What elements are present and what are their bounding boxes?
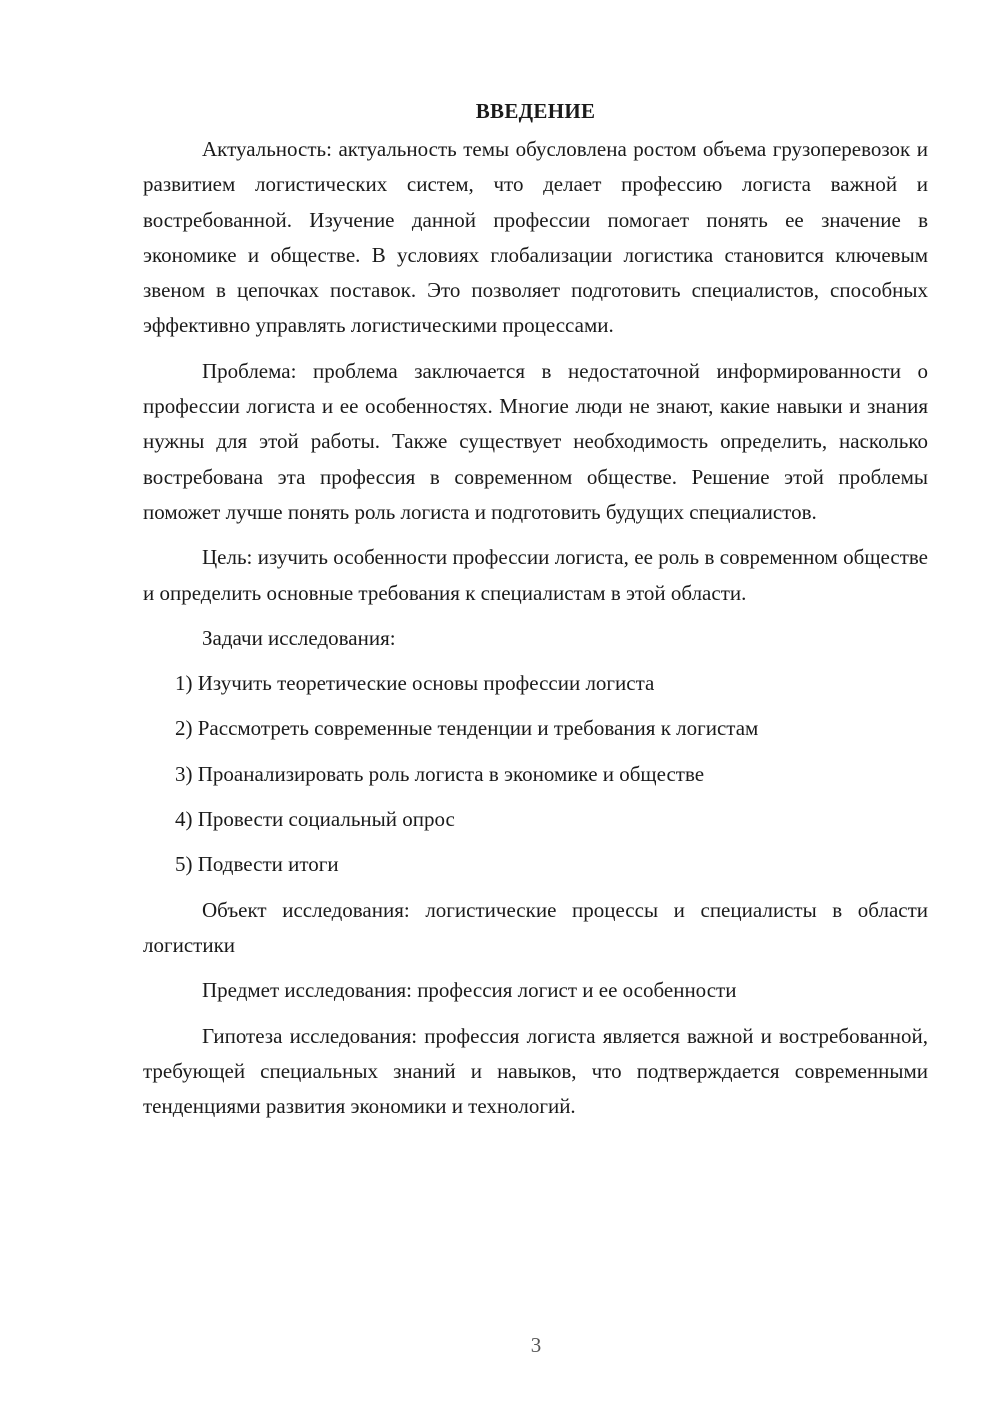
paragraph-relevance: Актуальность: актуальность темы обусловлена ростом объема грузоперевозок и развитием логистических систем, что делает профессию логиста важной и востребованной. Изучение данной профессии помогает понять ее значение в экономике и обществе. В условиях глобализации логистика становится ключевым звеном в цепочках поставок. Это позволяет подготовить специалистов, способных эффективно управлять логистическими процессами. [143,137,928,338]
paragraph-object: Объект исследования: логистические процессы и специалисты в области логистики [143,897,928,957]
paragraph-goal: Цель: изучить особенности профессии логиста, ее роль в современном обществе и определить основные требования к специалистам в этой области. [143,545,928,605]
paragraph-problem: Проблема: проблема заключается в недостаточной информированности о профессии логиста и ее особенностях. Многие люди не знают, какие навыки и знания нужны для этой работы. Также существует необходимость определить, насколько востребована эта профессия в современном обществе. Решение этой проблемы поможет лучше понять роль логиста и подготовить будущих специалистов. [143,358,928,524]
tasks-heading: Задачи исследования: [202,625,396,650]
page-content [143,96,928,1134]
list-item: 5) Подвести итоги [175,852,339,877]
tasks-list [143,666,928,882]
page-number: 3 [530,1333,542,1357]
list-item: 2) Рассмотреть современные тенденции и требования к логистам [175,716,759,741]
paragraph-hypothesis: Гипотеза исследования: профессия логиста является важной и востребованной, требующей специальных знаний и навыков, что подтверждается современными тенденциями развития экономики и технологий. [143,1023,928,1119]
page-title: ВВЕДЕНИЕ [475,99,596,123]
list-item: 3) Проанализировать роль логиста в экономике и обществе [175,761,705,786]
list-item: 4) Провести социальный опрос [175,807,455,832]
paragraph-subject: Предмет исследования: профессия логист и ее особенности [202,978,737,1003]
list-item: 1) Изучить теоретические основы профессии логиста [175,671,655,696]
